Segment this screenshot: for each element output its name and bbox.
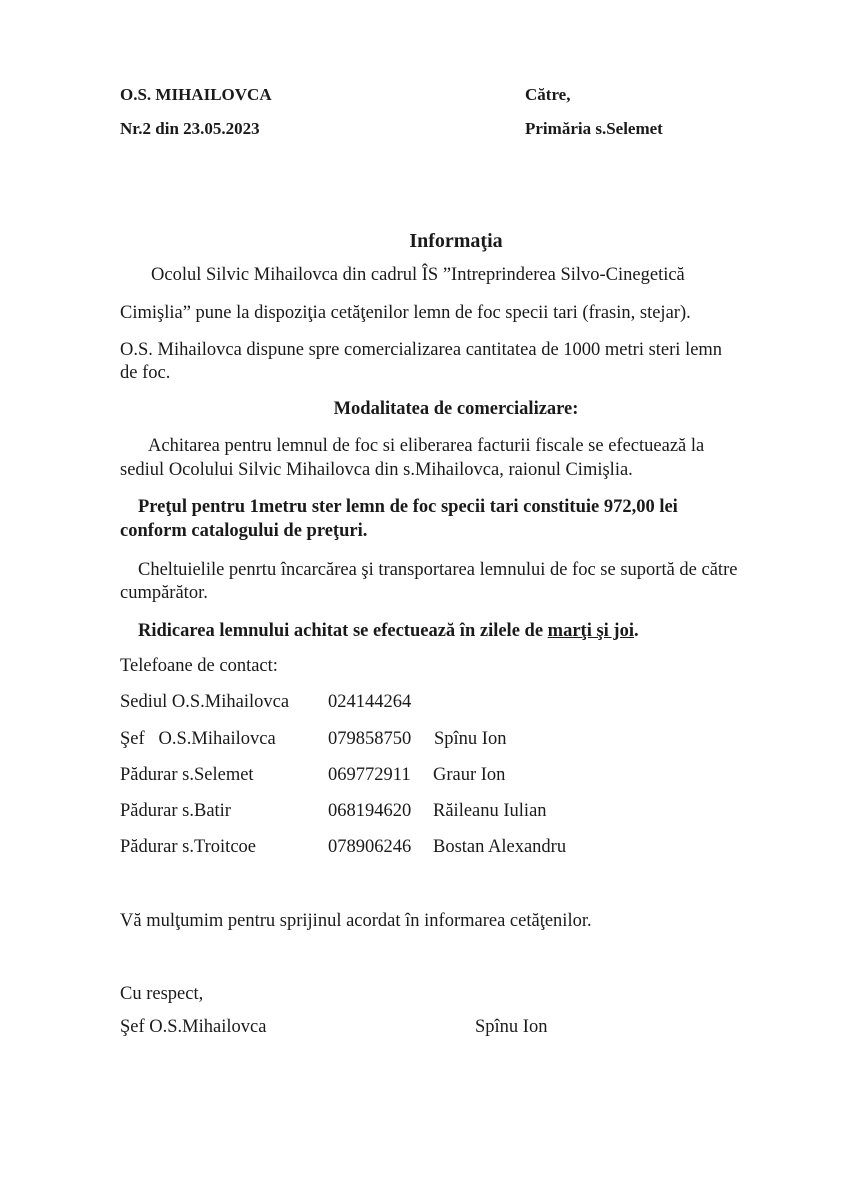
reference-number: Nr.2 din 23.05.2023 (120, 119, 260, 138)
paragraph-3-line-1: Achitarea pentru lemnul de foc si eliberarea facturii fiscale se efectuează la (148, 436, 705, 456)
contact-phone: 078906246 (328, 837, 412, 857)
recipient: Primăria s.Selemet (525, 119, 663, 138)
price-line-1: Preţul pentru 1metru ster lemn de foc specii tari constituie 972,00 lei (138, 497, 678, 517)
paragraph-2-line-2: de foc. (120, 363, 171, 383)
contact-phone: 079858750 (328, 729, 412, 749)
contact-label: Şef O.S.Mihailovca (120, 729, 276, 749)
contact-label: Sediul O.S.Mihailovca (120, 692, 290, 712)
document-title: Informaţia (409, 230, 503, 252)
contact-label: Pădurar s.Selemet (120, 765, 254, 785)
contact-name: Spînu Ion (434, 729, 507, 749)
contact-label: Pădurar s.Batir (120, 801, 231, 821)
pickup-days-prefix: Ridicarea lemnului achitat se efectuează în zilele de (138, 621, 548, 641)
price-line-2: conform catalogului de preţuri. (120, 521, 368, 541)
to-label: Către, (525, 85, 571, 104)
paragraph-3-line-2: sediul Ocolului Silvic Mihailovca din s.Mihailovca, raionul Cimişlia. (120, 460, 633, 480)
paragraph-5-line-1: Cheltuielile penrtu încarcărea şi transportarea lemnului de foc se suportă de către (138, 560, 738, 580)
section-subtitle: Modalitatea de comercializare: (333, 399, 579, 419)
paragraph-5-line-2: cumpărător. (120, 583, 208, 603)
contact-name: Graur Ion (433, 765, 506, 785)
signatory-name: Spînu Ion (475, 1017, 548, 1037)
pickup-days-suffix: . (633, 621, 639, 641)
contact-name: Bostan Alexandru (433, 837, 567, 857)
contact-phone: 024144264 (328, 692, 412, 712)
thanks-line: Vă mulţumim pentru sprijinul acordat în informarea cetăţenilor. (120, 911, 592, 931)
contacts-heading: Telefoane de contact: (120, 656, 278, 676)
signatory-title: Şef O.S.Mihailovca (120, 1017, 267, 1037)
regards-line: Cu respect, (120, 984, 204, 1004)
contact-label: Pădurar s.Troitcoe (120, 837, 256, 857)
contact-phone: 069772911 (328, 765, 411, 785)
paragraph-1-line-1: Ocolul Silvic Mihailovca din cadrul ÎS ”Intreprinderea Silvo-Cinegetică (151, 265, 685, 285)
sender-name: O.S. MIHAILOVCA (120, 85, 272, 104)
paragraph-1-line-2: Cimişlia” pune la dispoziţia cetăţenilor lemn de foc specii tari (frasin, stejar). (120, 303, 691, 323)
pickup-days-line (138, 622, 639, 641)
pickup-days-underlined: marţi şi joi (547, 621, 634, 641)
paragraph-2-line-1: O.S. Mihailovca dispune spre comercializarea cantitatea de 1000 metri steri lemn (120, 340, 723, 360)
contact-name: Răileanu Iulian (433, 801, 547, 821)
contact-phone: 068194620 (328, 801, 412, 821)
